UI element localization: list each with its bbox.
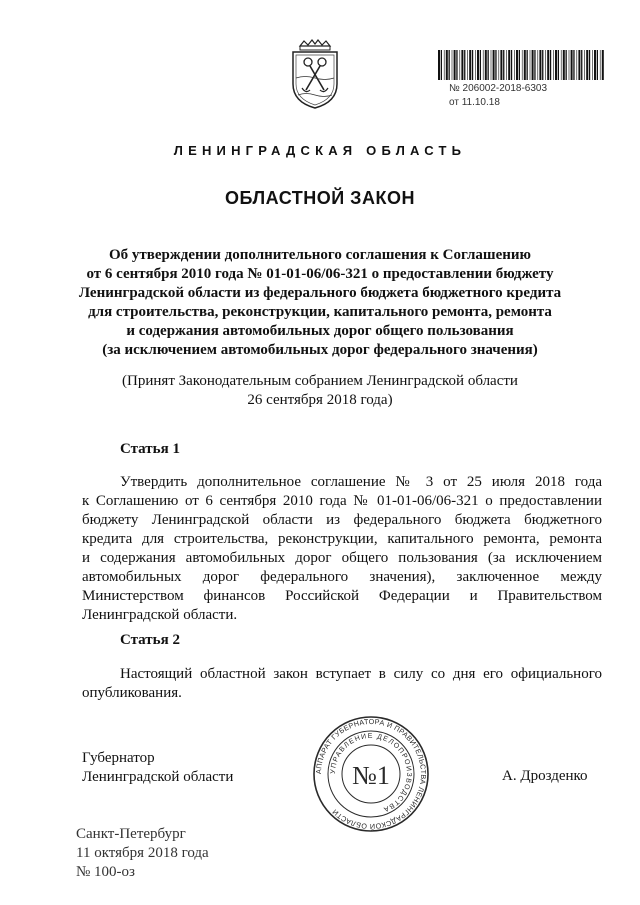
registration-date: от 11.10.18 <box>449 97 500 108</box>
barcode-bar <box>467 50 468 80</box>
barcode-bar <box>444 50 445 80</box>
barcode-bar <box>586 50 588 80</box>
barcode-bar <box>499 50 500 80</box>
article-2-heading: Статья 2 <box>120 632 180 648</box>
barcode-bar <box>519 50 520 80</box>
barcode-bar <box>571 50 573 80</box>
paragraph-line: опубликования. <box>82 685 182 701</box>
barcode-bar <box>475 50 476 80</box>
title-line: от 6 сентября 2010 года № 01-01-06/06-321 о предоставлении бюджету <box>86 266 554 282</box>
law-title <box>60 246 580 360</box>
barcode-bar <box>547 50 549 80</box>
adoption-note <box>60 372 580 410</box>
barcode-bar <box>508 50 510 80</box>
place-date-number <box>76 825 209 882</box>
adoption-line: (Принят Законодательным собранием Ленинградской области <box>122 373 518 389</box>
barcode-bar <box>553 50 554 80</box>
paragraph-line: кредита для строительства, реконструкции, капитального ремонта, ремонта <box>82 531 602 547</box>
signatory-title <box>82 749 233 787</box>
barcode-bar <box>578 50 580 80</box>
barcode-bar <box>538 50 539 80</box>
barcode-bar <box>485 50 487 80</box>
document-type: ОБЛАСТНОЙ ЗАКОН <box>225 188 415 208</box>
barcode-bar <box>441 50 442 80</box>
paragraph-line: автомобильных дорог федерального значения), заключенное между <box>82 569 602 585</box>
barcode-bar <box>545 50 546 80</box>
paragraph-line: Утвердить дополнительное соглашение № 3 от 25 июля 2018 года <box>120 474 602 490</box>
barcode-bar <box>493 50 495 80</box>
paragraph-line: Ленинградской области. <box>82 607 238 623</box>
signatory-name: А. Дрозденко <box>502 768 588 784</box>
barcode-bar <box>532 50 534 80</box>
barcode-bar <box>464 50 465 80</box>
barcode-bar <box>514 50 515 80</box>
registration-number: № 206002-2018-6303 <box>449 83 548 94</box>
barcode <box>437 50 605 80</box>
footer-line: 11 октября 2018 года <box>76 845 209 861</box>
barcode-bar <box>452 50 453 80</box>
coat-of-arms-emblem <box>290 38 340 110</box>
barcode-bar <box>530 50 531 80</box>
barcode-bar <box>597 50 598 80</box>
barcode-bar <box>589 50 590 80</box>
barcode-bar <box>469 50 471 80</box>
signatory-title-line: Губернатор <box>82 750 155 766</box>
footer-line: № 100-оз <box>76 864 135 880</box>
article-1-text <box>82 473 602 625</box>
article-2-text <box>82 665 602 703</box>
seal-inner-text: УПРАВЛЕНИЕ ДЕЛОПРОИЗВОДСТВА <box>329 732 413 813</box>
barcode-bar <box>460 50 461 80</box>
barcode-bar <box>503 50 504 80</box>
paragraph-line: Настоящий областной закон вступает в силу со дня его официального <box>120 666 602 682</box>
barcode-bar <box>446 50 448 80</box>
barcode-bar <box>524 50 526 80</box>
paragraph-line: и содержания автомобильных дорог общего пользования (за исключением <box>82 550 602 566</box>
region-name: ЛЕНИНГРАДСКАЯ ОБЛАСТЬ <box>173 143 467 158</box>
barcode-bar <box>522 50 523 80</box>
barcode-bar <box>563 50 565 80</box>
barcode-bar <box>558 50 559 80</box>
article-1-heading: Статья 1 <box>120 441 180 457</box>
barcode-bar <box>602 50 604 80</box>
barcode-bar <box>491 50 492 80</box>
barcode-bar <box>472 50 473 80</box>
barcode-bar <box>527 50 528 80</box>
barcode-bar <box>495 50 496 80</box>
barcode-bar <box>577 50 578 80</box>
barcode-bar <box>483 50 484 80</box>
title-line: для строительства, реконструкции, капитального ремонта, ремонта <box>88 304 552 320</box>
barcode-bar <box>534 50 535 80</box>
title-line: Ленинградской области из федерального бюджета бюджетного кредита <box>78 285 562 301</box>
barcode-bar <box>555 50 557 80</box>
barcode-bar <box>516 50 518 80</box>
paragraph-line: к Соглашению от 6 сентября 2010 года № 01-01-06/06-321 о предоставлении <box>82 493 602 509</box>
barcode-bar <box>584 50 585 80</box>
barcode-bar <box>539 50 541 80</box>
title-line: Об утверждении дополнительного соглашения к Соглашению <box>109 247 531 263</box>
seal-outer-text: АППАРАТ ГУБЕРНАТОРА И ПРАВИТЕЛЬСТВА ЛЕНИНГРАДСКОЙ ОБЛАСТИ <box>313 716 429 832</box>
barcode-bar <box>438 50 440 80</box>
barcode-bar <box>480 50 481 80</box>
barcode-bar <box>542 50 543 80</box>
barcode-bar <box>488 50 489 80</box>
barcode-bar <box>550 50 551 80</box>
barcode-bar <box>511 50 512 80</box>
signatory-title-line: Ленинградской области <box>82 769 234 785</box>
title-line: и содержания автомобильных дорог общего пользования <box>126 323 514 339</box>
barcode-bar <box>569 50 570 80</box>
barcode-bar <box>561 50 562 80</box>
paragraph-line: бюджету Ленинградской области из федерального бюджета бюджетного <box>82 512 602 528</box>
barcode-bar <box>573 50 574 80</box>
title-line: (за исключением автомобильных дорог федерального значения) <box>102 342 538 358</box>
barcode-bar <box>600 50 601 80</box>
barcode-bar <box>449 50 450 80</box>
barcode-bar <box>461 50 463 80</box>
paragraph-line: Министерством финансов Российской Федерации и Правительством <box>82 588 602 604</box>
footer-line: Санкт-Петербург <box>76 826 186 842</box>
barcode-bar <box>506 50 507 80</box>
barcode-bar <box>500 50 502 80</box>
barcode-bar <box>456 50 457 80</box>
official-seal-stamp <box>311 714 431 834</box>
barcode-bar <box>581 50 582 80</box>
barcode-bar <box>454 50 456 80</box>
barcode-bar <box>592 50 593 80</box>
adoption-line: 26 сентября 2018 года) <box>247 392 393 408</box>
seal-number: №1 <box>352 761 390 790</box>
barcode-bar <box>477 50 479 80</box>
barcode-bar <box>566 50 567 80</box>
barcode-bar <box>594 50 596 80</box>
